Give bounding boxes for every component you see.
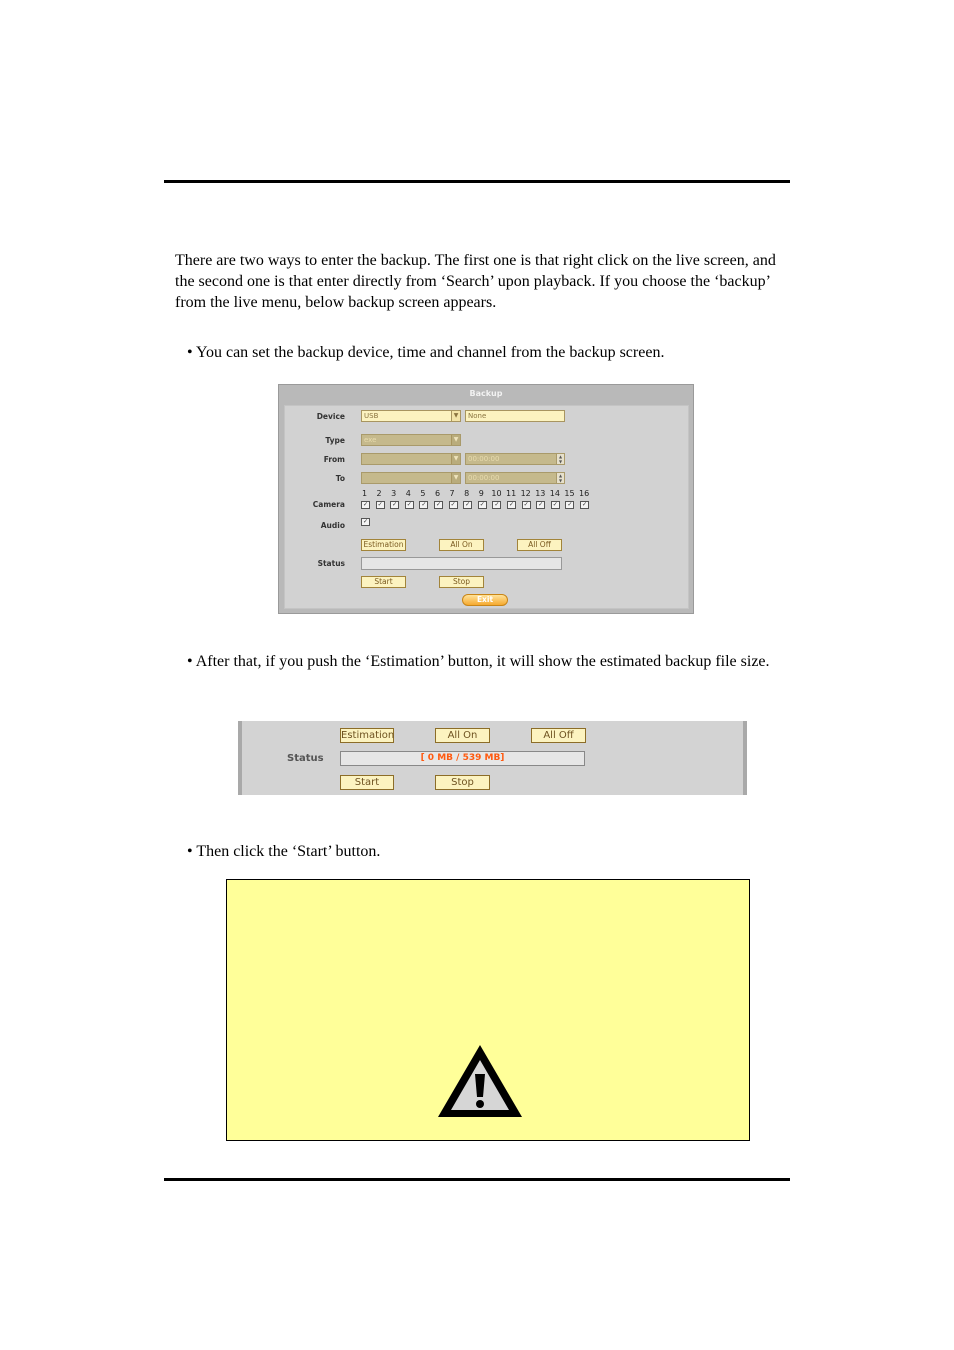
status-field [361,557,562,570]
status-label: Status [317,559,345,568]
camera-checkbox[interactable]: ✓ [552,502,558,508]
camera-checkbox[interactable]: ✓ [567,502,573,508]
camera-number: 10 [491,489,502,498]
camera-number: 12 [520,489,531,498]
dialog-title: Backup [469,389,503,398]
camera-checkbox[interactable]: ✓ [538,502,544,508]
all-off-button[interactable]: All Off [517,539,562,551]
warning-triangle-icon [435,1042,525,1120]
camera-number: 15 [564,489,575,498]
camera-checkbox[interactable]: ✓ [435,502,442,508]
type-label: Type [325,436,345,445]
exit-button[interactable]: Exit [462,594,508,606]
status-label: Status [287,753,324,764]
all-on-button[interactable]: All On [439,539,484,551]
intro-paragraph: There are two ways to enter the backup. The first one is that right click on the live screen, and the second one is that enter directly from ‘Search’ upon playback. If you choose the ‘backup’ from the live menu, below backup screen appears. [175,252,776,311]
all-on-button[interactable]: All On [435,728,490,743]
device-label: Device [316,412,345,421]
from-date-select[interactable] [361,453,461,465]
start-button[interactable]: Start [361,576,406,588]
start-button[interactable]: Start [340,775,394,790]
estimation-button[interactable]: Estimation [341,730,395,741]
bullet-estimation: • After that, if you push the ‘Estimation’ button, it will show the estimated backup file size. [187,653,770,670]
camera-checkbox[interactable]: ✓ [377,502,383,508]
camera-number: 9 [478,489,484,498]
camera-checkbox[interactable]: ✓ [508,502,515,508]
camera-number: 13 [535,489,546,498]
camera-checkbox[interactable]: ✓ [392,502,398,508]
status-value: [ 0 MB / 539 MB] [340,751,585,766]
camera-number: 16 [579,489,590,498]
camera-number: 6 [434,489,441,498]
device-select[interactable]: USB ▼ [361,410,461,422]
camera-checkbox[interactable]: ✓ [406,502,412,508]
top-rule [164,180,790,183]
chevron-down-icon: ▼ [451,473,460,483]
camera-number: 8 [464,489,470,498]
estimation-button[interactable]: Estimation [361,539,406,551]
to-time-spinner[interactable]: 00:00:00 ▲ ▼ [465,472,565,484]
from-label: From [323,455,345,464]
camera-checkbox[interactable]: ✓ [362,502,369,508]
camera-checkbox[interactable]: ✓ [523,502,529,508]
camera-number: 14 [549,489,560,498]
camera-number: 3 [391,489,397,498]
stop-button[interactable]: Stop [439,576,484,588]
camera-checkbox[interactable]: ✓ [450,502,456,508]
to-date-select[interactable] [361,472,461,484]
from-time-spinner[interactable]: 00:00:00 ▲ ▼ [465,453,565,465]
camera-checkbox[interactable]: ✓ [581,502,588,508]
bullet-start: • Then click the ‘Start’ button. [187,843,381,860]
camera-checkbox[interactable]: ✓ [421,502,427,508]
camera-number: 1 [361,489,368,498]
bottom-rule [164,1178,790,1181]
camera-number: 7 [449,489,455,498]
chevron-down-icon: ▼ [451,411,460,421]
stop-button[interactable]: Stop [435,775,490,790]
audio-label: Audio [320,521,345,530]
bullet-settings: • You can set the backup device, time and channel from the backup screen. [187,344,665,361]
camera-number: 2 [376,489,382,498]
spinner-arrows-icon: ▲ ▼ [556,473,564,483]
camera-number: 4 [405,489,411,498]
type-select[interactable]: exe ▼ [361,434,461,446]
camera-label: Camera [312,500,345,509]
camera-checkbox[interactable]: ✓ [465,502,471,508]
camera-number: 5 [420,489,426,498]
camera-number: 11 [506,489,517,498]
to-label: To [335,474,345,483]
camera-checkbox[interactable]: ✓ [494,502,500,508]
chevron-down-icon: ▼ [451,435,460,445]
spinner-arrows-icon: ▲ ▼ [556,454,564,464]
chevron-down-icon: ▼ [451,454,460,464]
device-target-field[interactable]: None [465,410,565,422]
all-off-button[interactable]: All Off [531,728,586,743]
audio-checkbox[interactable]: ✓ [362,519,369,525]
camera-checkbox[interactable]: ✓ [479,502,485,508]
